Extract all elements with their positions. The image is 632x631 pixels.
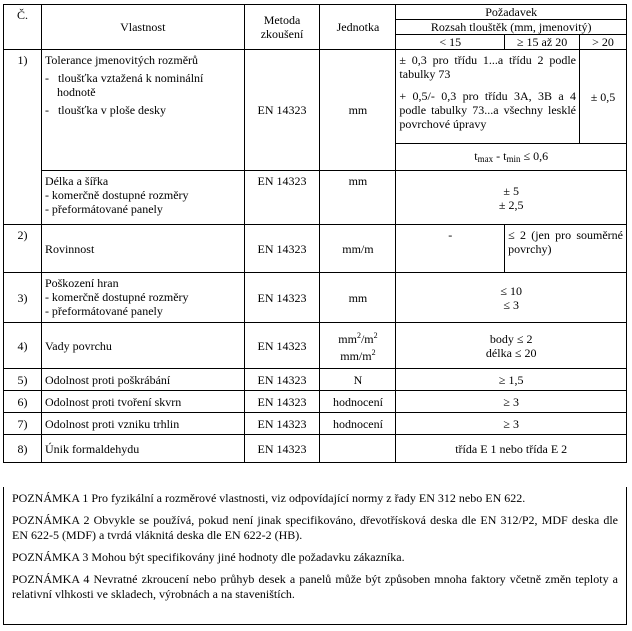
- header-col-lt15: < 15: [396, 35, 505, 50]
- row1-tmax-sub: max: [477, 153, 494, 164]
- row1b-sub2: - přeformátované panely: [44, 202, 163, 216]
- row6-property: Odolnost proti tvoření skvrn: [41, 391, 244, 413]
- row1b-req1: ± 5: [503, 183, 519, 198]
- row4-unit1-sup: 2: [356, 330, 361, 340]
- row3-title: Poškození hran: [44, 276, 119, 290]
- note-4: POZNÁMKA 4 Nevratné zkroucení nebo průhyb desek a panelů může být způsoben mnoha faktory včetně změn teploty a relativní vlhkosti ve skladech, výrobnách a na staveništích.: [12, 572, 618, 601]
- header-method-line2: zkoušení: [260, 27, 304, 41]
- row4-property: Vady povrchu: [41, 323, 244, 369]
- row1-unit: mm: [320, 50, 396, 171]
- row3-num: 3): [4, 273, 42, 323]
- row2-property: Rovinnost: [41, 225, 244, 273]
- row2-req-rest: ≤ 2 (jen pro souměrné povrchy): [505, 225, 627, 273]
- row7-method: EN 14323: [244, 413, 320, 435]
- row3-sub2: - přeformátované panely: [44, 304, 163, 318]
- row4-unit1: [338, 332, 377, 346]
- row3-req: [396, 273, 627, 323]
- row7-property: Odolnost proti vzniku trhlin: [41, 413, 244, 435]
- row7-req: ≥ 3: [396, 413, 627, 435]
- row1-num: 1): [4, 50, 42, 225]
- row4-unit1-tail: /m: [360, 331, 374, 346]
- row1b-req2: ± 2,5: [498, 197, 524, 212]
- row5-num: 5): [4, 369, 42, 391]
- row4-req: [396, 323, 627, 369]
- row1-sub1: - tloušťka vztažená k nominální hodnotě: [44, 71, 204, 99]
- header-method-line1: Metoda: [263, 13, 301, 27]
- row1-title: Tolerance jmenovitých rozměrů: [44, 53, 199, 67]
- header-method: [244, 5, 320, 50]
- header-property: Vlastnost: [41, 5, 244, 50]
- row1b-unit: mm: [320, 171, 396, 225]
- notes-box: [3, 487, 627, 625]
- row1b-sub1: - komerčně dostupné rozměry: [44, 188, 189, 202]
- row3-req2: ≤ 3: [503, 297, 519, 312]
- header-unit: Jednotka: [320, 5, 396, 50]
- row6-unit: hodnocení: [320, 391, 396, 413]
- row1-sub1-text: tloušťka vztažená k nominální hodnotě: [56, 71, 204, 99]
- row1b-method: EN 14323: [244, 171, 320, 225]
- row1b-title: Délka a šířka: [44, 174, 109, 188]
- row5-req: ≥ 1,5: [396, 369, 627, 391]
- row8-unit: [320, 435, 396, 463]
- note-1: POZNÁMKA 1 Pro fyzikální a rozměrové vlastnosti, viz odpovídající normy z řady EN 312 nebo EN 622.: [12, 491, 526, 505]
- header-col-15-20: ≥ 15 až 20: [505, 35, 580, 50]
- row1-tmin-end: ≤ 0,6: [520, 148, 549, 163]
- row3-sub1: - komerčně dostupné rozměry: [44, 290, 189, 304]
- row3-method: EN 14323: [244, 273, 320, 323]
- row5-unit: N: [320, 369, 396, 391]
- row1-req-b: + 0,5/- 0,3 pro třídu 3A, 3B a 4 podle tabulky 73...a všechny lesklé povrchové úpravy: [399, 89, 577, 131]
- row8-property: Únik formaldehydu: [41, 435, 244, 463]
- row1-req-gt20: ± 0,5: [580, 50, 627, 144]
- row1b-req: [396, 171, 627, 225]
- row2-method: EN 14323: [244, 225, 320, 273]
- row6-num: 6): [4, 391, 42, 413]
- row3-req1: ≤ 10: [500, 283, 522, 298]
- requirements-table: [3, 4, 627, 463]
- row1b-property: [41, 171, 244, 225]
- row1-req-lt20: [396, 50, 580, 144]
- note-3: POZNÁMKA 3 Mohou být specifikovány jiné hodnoty dle požadavku zákazníka.: [12, 550, 405, 564]
- row3-unit: mm: [320, 273, 396, 323]
- row4-unit1-sup2: 2: [373, 330, 378, 340]
- row7-num: 7): [4, 413, 42, 435]
- row4-req2: délka ≤ 20: [485, 345, 537, 360]
- row1-property: [41, 50, 244, 171]
- row4-unit2-base: mm/m: [340, 348, 372, 363]
- row1-req-a: ± 0,3 pro třídu 1...a třídu 2 podle tabulky 73: [399, 53, 577, 81]
- row1-sub2: - tloušťka v ploše desky: [44, 103, 167, 117]
- row4-unit2-sup: 2: [371, 347, 376, 357]
- row1-tmin-mid: - t: [493, 148, 507, 163]
- header-requirement: Požadavek: [396, 5, 627, 20]
- row2-unit: mm/m: [320, 225, 396, 273]
- header-col-gt20: > 20: [580, 35, 627, 50]
- row7-unit: hodnocení: [320, 413, 396, 435]
- header-range: Rozsah tlouštěk (mm, jmenovitý): [396, 20, 627, 35]
- row5-property: Odolnost proti poškrábání: [41, 369, 244, 391]
- row4-req1: body ≤ 2: [489, 331, 533, 346]
- row1-sub2-text: tloušťka v ploše desky: [57, 103, 167, 117]
- row3-property: [41, 273, 244, 323]
- row1-tmax-t: t: [474, 148, 478, 163]
- row8-req: třída E 1 nebo třída E 2: [396, 435, 627, 463]
- row4-method: EN 14323: [244, 323, 320, 369]
- row4-unit: [320, 323, 396, 369]
- row1-thickness-diff: [396, 144, 627, 171]
- row4-unit2: [340, 349, 375, 363]
- row1-method: EN 14323: [244, 50, 320, 171]
- row6-req: ≥ 3: [396, 391, 627, 413]
- row1-tmin-sub: min: [506, 153, 521, 164]
- row5-method: EN 14323: [244, 369, 320, 391]
- row2-num: 2): [4, 225, 42, 273]
- row6-method: EN 14323: [244, 391, 320, 413]
- header-num: Č.: [4, 5, 42, 50]
- row4-num: 4): [4, 323, 42, 369]
- row8-num: 8): [4, 435, 42, 463]
- row8-method: EN 14323: [244, 435, 320, 463]
- note-2: POZNÁMKA 2 Obvykle se používá, pokud není jinak specifikováno, dřevotřísková deska dle EN 312/P2, MDF deska dle EN 622-5 (MDF) a tvrdá vláknitá deska dle EN 622-2 (HB).: [12, 513, 618, 542]
- row4-unit1-base: mm: [338, 331, 357, 346]
- row2-req-lt: -: [396, 225, 505, 273]
